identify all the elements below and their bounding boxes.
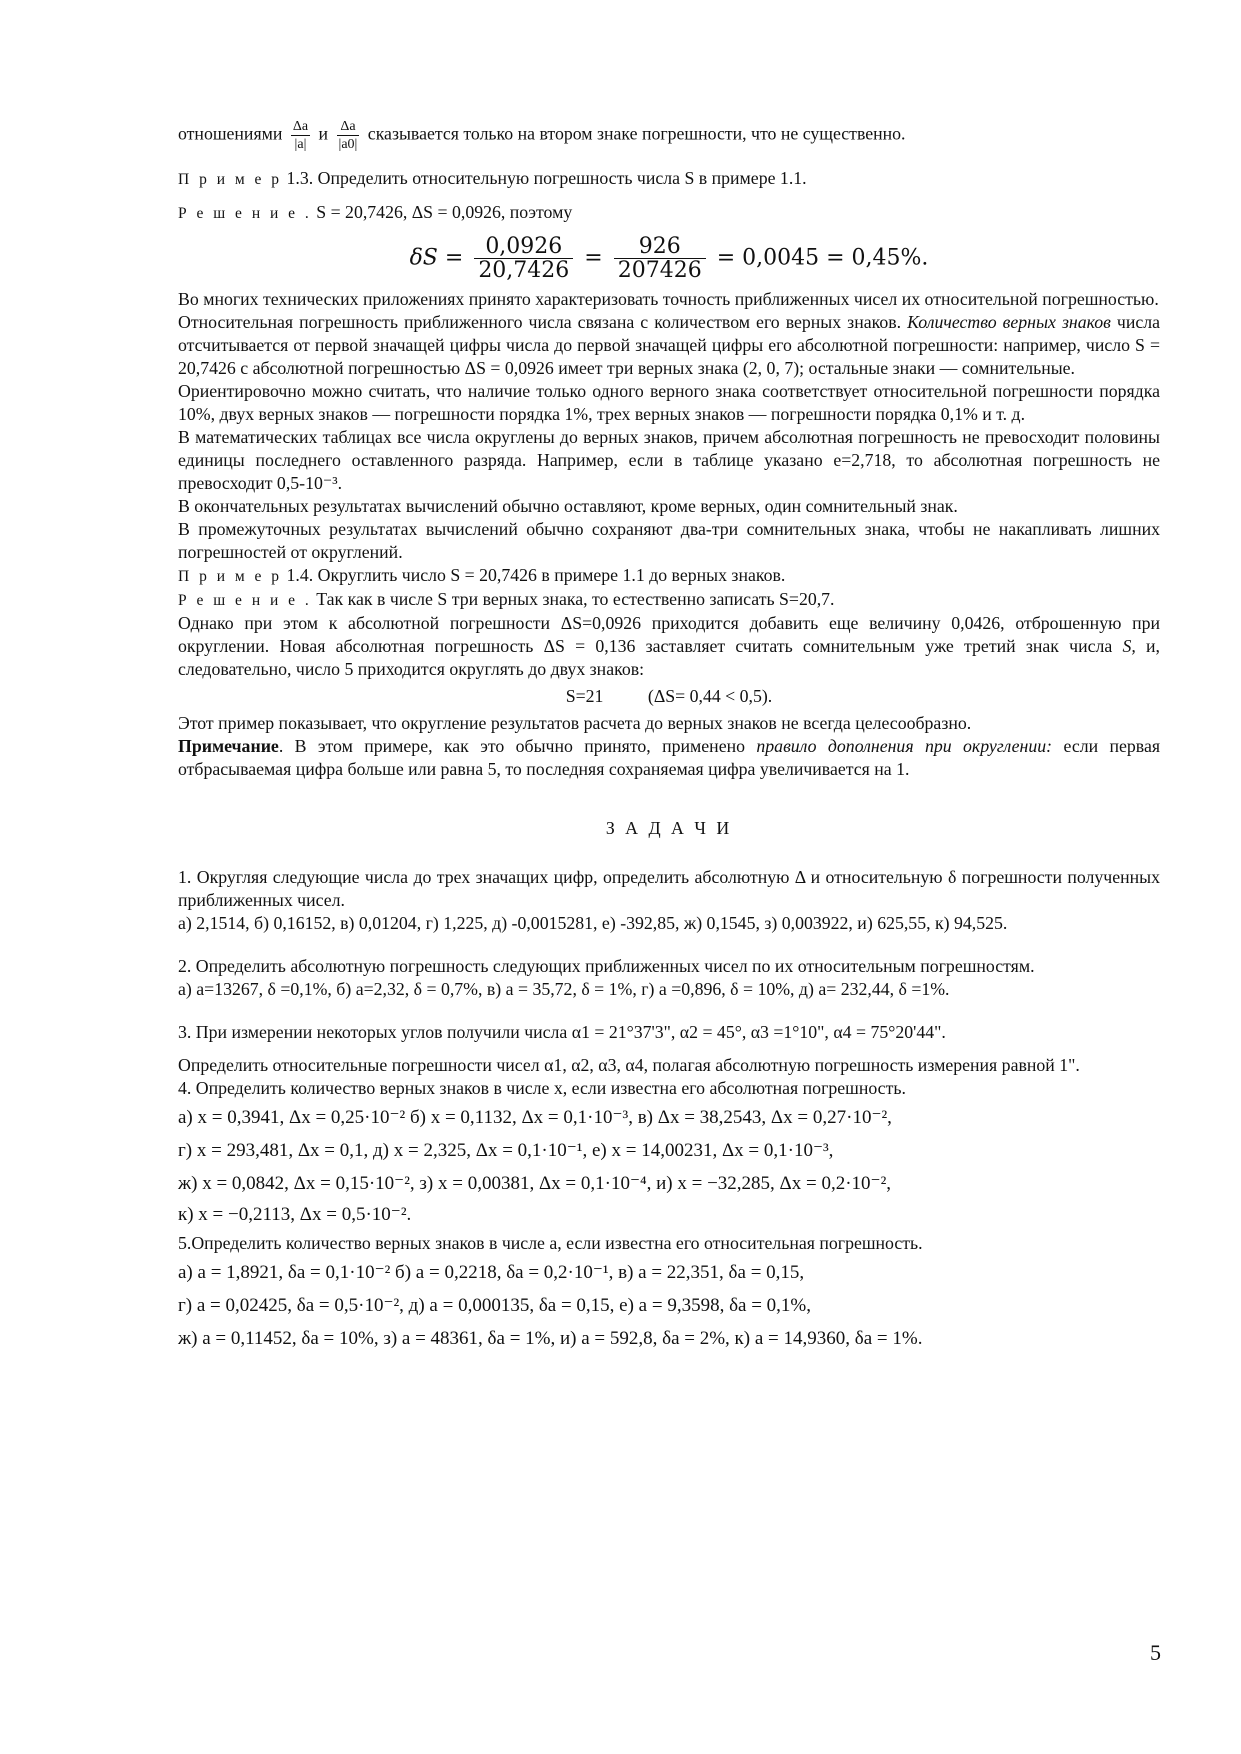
task-2-text: 2. Определить абсолютную погрешность следующих приближенных чисел по их относительным погрешностям. bbox=[178, 956, 1035, 976]
example-text: 1.3. Определить относительную погрешность числа S в примере 1.1. bbox=[286, 168, 807, 188]
task-5-row: ж) a = 0,11452, δa = 10%, з) a = 48361, δa = 1%, и) a = 592,8, δa = 2%, к) a = 14,9360, δa = 1%. bbox=[178, 1328, 923, 1349]
paragraph: В промежуточных результатах вычислений обычно сохраняют два-три сомнительных знака, чтобы не накапливать лишних погрешностей от округлений. bbox=[178, 519, 1160, 562]
intro-text: сказывается только на втором знаке погрешности, что не существенно. bbox=[367, 123, 906, 144]
paragraph-text: числа отсчитывается от первой значащей цифры числа до первой значащей цифры его абсолютной погрешности: например, число S = 20,7426 с абсолютной погрешностью ΔS = 0,0926 имеет три верных знака (2, 0, 7); остальные знаки — сомнительные. bbox=[178, 312, 1161, 378]
solution-label: Р е ш е н и е . bbox=[178, 205, 312, 222]
paragraph: В окончательных результатах вычислений обычно оставляют, кроме верных, один сомнительный знак. bbox=[178, 496, 958, 516]
paragraph-text: Однако при этом к абсолютной погрешности ΔS=0,0926 приходится добавить еще величину 0,0426, отброшенную при округлении. Новая абсолютная погрешность ΔS = 0,136 заставляет считать сомнительным уже третий знак числа bbox=[178, 613, 1160, 656]
note-text: . В этом примере, как это обычно принято, применено bbox=[278, 736, 745, 756]
fraction-numerator: Δa bbox=[292, 119, 309, 134]
formula-fraction-2 bbox=[614, 235, 706, 282]
term-emphasis: Количество верных знаков bbox=[907, 312, 1111, 332]
paragraph-text: Относительная погрешность приближенного числа связана с количеством его верных знаков. bbox=[178, 312, 902, 332]
task-1-items: а) 2,1514, б) 0,16152, в) 0,01204, г) 1,225, д) -0,0015281, е) -392,85, ж) 0,1545, з) 0,003922, и) 625,55, к) 94,525. bbox=[178, 913, 1008, 933]
paragraph: Этот пример показывает, что округление результатов расчета до верных знаков не всегда целесообразно. bbox=[178, 713, 972, 733]
tasks-heading: З А Д А Ч И bbox=[605, 818, 733, 838]
intro-line bbox=[178, 118, 1160, 153]
page-content bbox=[178, 118, 1160, 1350]
paragraph-significant-digits bbox=[178, 311, 1160, 380]
spacer bbox=[178, 935, 1160, 955]
relative-error-formula bbox=[178, 235, 1160, 282]
note-label: Примечание bbox=[178, 736, 279, 756]
paragraph: В математических таблицах все числа округлены до верных знаков, причем абсолютная погрешность не превосходит половины единицы последнего оставленного разряда. Например, если в таблице указано е=2,718, то абсолютная погрешность не превосходит 0,5-10⁻³. bbox=[178, 427, 1160, 493]
fraction-denominator: 20,7426 bbox=[478, 258, 570, 283]
fraction-delta-over-abs-a0 bbox=[337, 118, 360, 153]
example-label: П р и м е р bbox=[178, 171, 283, 188]
intro-text: отношениями bbox=[178, 123, 283, 144]
paragraph: Во многих технических приложениях принято характеризовать точность приближенных чисел их относительной погрешностью. bbox=[178, 289, 1159, 309]
rule-emphasis: правило дополнения при округлении: bbox=[756, 736, 1053, 756]
task-2-items: а) a=13267, δ =0,1%, б) a=2,32, δ = 0,7%, в) a = 35,72, δ = 1%, г) a =0,896, δ = 10%, д) a= 232,44, δ =1%. bbox=[178, 979, 950, 999]
formula-rhs: = 0,0045 = 0,45%. bbox=[716, 245, 929, 271]
rounding-result: S=21 (ΔS= 0,44 < 0,5). bbox=[565, 686, 773, 706]
variable-emphasis: S, bbox=[1122, 636, 1136, 656]
spacer bbox=[178, 1001, 1160, 1021]
task-5-row: г) a = 0,02425, δa = 0,5·10⁻², д) a = 0,000135, δa = 0,15, е) a = 9,3598, δa = 0,1%, bbox=[178, 1295, 812, 1316]
paragraph-text: и, следовательно, число 5 приходится округлять до двух знаков: bbox=[178, 636, 1160, 679]
example-label: П р и м е р bbox=[178, 568, 283, 585]
example-text: 1.4. Округлить число S = 20,7426 в примере 1.1 до верных знаков. bbox=[286, 565, 786, 585]
task-3-line-1: 3. При измерении некоторых углов получили числа α1 = 21°37'3", α2 = 45°, α3 =1°10", α4 = 75°20'44". bbox=[178, 1022, 946, 1042]
fraction-numerator: 926 bbox=[614, 235, 706, 259]
task-3-line-2: Определить относительные погрешности чисел α1, α2, α3, α4, полагая абсолютную погрешность измерения равной 1". bbox=[178, 1055, 1080, 1075]
task-4-row: а) x = 0,3941, Δx = 0,25·10⁻² б) x = 0,1132, Δx = 0,1·10⁻³, в) Δx = 38,2543, Δx = 0,27·10⁻², bbox=[178, 1107, 892, 1128]
formula-lhs: δS = bbox=[409, 245, 464, 271]
equals-sign: = bbox=[584, 245, 603, 271]
fraction-denominator: |a| bbox=[291, 135, 310, 153]
paragraph-rounding bbox=[178, 612, 1160, 681]
fraction-denominator: |a0| bbox=[338, 137, 358, 152]
solution-1-3 bbox=[178, 201, 1160, 225]
fraction-numerator: Δa bbox=[340, 119, 356, 134]
task-1-text: 1. Округляя следующие числа до трех значащих цифр, определить абсолютную Δ и относительную δ погрешности полученных приближенных чисел. bbox=[178, 867, 1160, 910]
task-4-row: к) x = −0,2113, Δx = 0,5·10⁻². bbox=[178, 1204, 412, 1225]
example-1-4 bbox=[178, 564, 1160, 588]
formula-fraction-1 bbox=[474, 235, 573, 282]
intro-conjunction: и bbox=[318, 123, 329, 144]
fraction-numerator: 0,0926 bbox=[474, 235, 573, 259]
task-4-row: ж) x = 0,0842, Δx = 0,15·10⁻², з) x = 0,00381, Δx = 0,1·10⁻⁴, и) x = −32,285, Δx = 0,2·10⁻², bbox=[178, 1173, 892, 1194]
solution-label: Р е ш е н и е . bbox=[178, 592, 312, 609]
note bbox=[178, 735, 1160, 781]
solution-text: Так как в числе S три верных знака, то естественно записать S=20,7. bbox=[316, 589, 835, 609]
task-4-text: 4. Определить количество верных знаков в числе x, если известна его абсолютная погрешность. bbox=[178, 1078, 906, 1098]
task-4-row: г) x = 293,481, Δx = 0,1, д) x = 2,325, Δx = 0,1·10⁻¹, е) x = 14,00231, Δx = 0,1·10⁻³, bbox=[178, 1140, 834, 1161]
page-number: 5 bbox=[1150, 1640, 1161, 1665]
fraction-denominator: 207426 bbox=[617, 258, 702, 283]
example-1-3 bbox=[178, 167, 1160, 191]
solution-1-4 bbox=[178, 588, 1160, 612]
task-5-row: а) a = 1,8921, δa = 0,1·10⁻² б) a = 0,2218, δa = 0,2·10⁻¹, в) a = 22,351, δa = 0,15, bbox=[178, 1262, 805, 1283]
note-text: если первая отбрасываемая цифра больше или равна 5, то последняя сохраняемая цифра увеличивается на 1. bbox=[178, 736, 1161, 779]
fraction-delta-over-abs-a bbox=[291, 118, 310, 153]
paragraph: Ориентировочно можно считать, что наличие только одного верного знака соответствует относительной погрешности порядка 10%, двух верных знаков — погрешности порядка 1%, трех верных знаков — погрешности порядка 0,1% и т. д. bbox=[178, 381, 1160, 424]
task-5-text: 5.Определить количество верных знаков в числе a, если известна его относительная погрешность. bbox=[178, 1233, 923, 1253]
solution-text: S = 20,7426, ΔS = 0,0926, поэтому bbox=[316, 202, 573, 222]
